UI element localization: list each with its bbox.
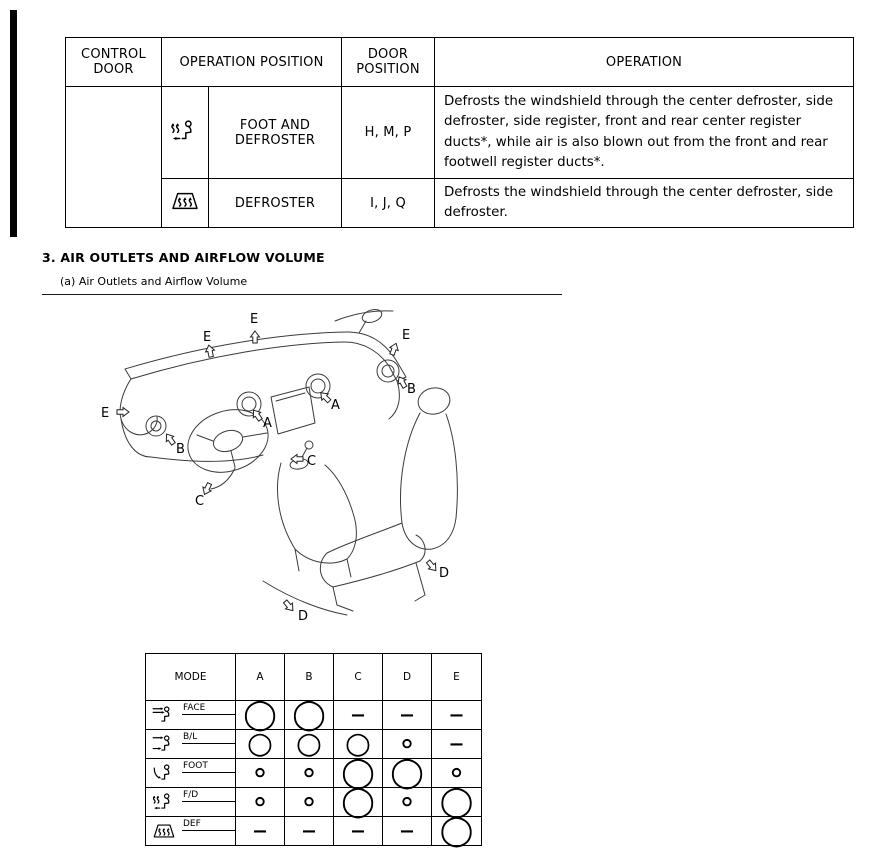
airflow-cell: ◯: [334, 759, 383, 788]
defroster-icon: [146, 817, 182, 845]
airflow-cell: ∘: [285, 788, 334, 817]
header-mode: MODE: [146, 654, 236, 701]
mode-cell: [146, 817, 236, 846]
airflow-cell: –: [383, 817, 432, 846]
airflow-cell: –: [334, 701, 383, 730]
airflow-cell: –: [334, 817, 383, 846]
mode-label: FACE: [182, 701, 235, 715]
control-door-empty-cell: [66, 87, 162, 228]
airflow-cell: ○: [334, 730, 383, 759]
flow-arrow: [388, 342, 401, 356]
table-row-defroster: [146, 817, 482, 846]
airflow-header-row: [146, 654, 482, 701]
face-icon: [146, 701, 182, 729]
outlet-label-b: B: [407, 382, 416, 397]
mode-icon-cell: [162, 179, 209, 228]
flow-arrow: [204, 344, 215, 358]
airflow-cell: ◯: [432, 788, 482, 817]
defroster-icon: [169, 189, 201, 213]
header-col-c: C: [334, 654, 383, 701]
flow-arrow: [291, 455, 303, 464]
mode-cell: [146, 730, 236, 759]
header-col-e: E: [432, 654, 482, 701]
table-row: [66, 87, 854, 179]
header-operation-position: OPERATION POSITION: [162, 38, 342, 87]
airflow-cell: ◯: [285, 701, 334, 730]
flow-arrow: [282, 599, 297, 614]
control-table-header-row: [66, 38, 854, 87]
airflow-cell: –: [236, 817, 285, 846]
airflow-cell: ○: [285, 730, 334, 759]
outlet-label-c: C: [307, 454, 317, 469]
foot-icon: [146, 759, 182, 787]
foot-defroster-icon: [146, 788, 182, 816]
mode-cell: [146, 701, 236, 730]
operation-description: Defrosts the windshield through the center defroster, side defroster, side register, front and rear center register ducts*, while air is also blown out from the front and rear footwell register ducts*.: [435, 87, 854, 179]
airflow-cell: ◯: [432, 817, 482, 846]
outlet-label-b: B: [176, 442, 185, 457]
header-control-door: CONTROL DOOR: [66, 38, 162, 87]
mode-icon-cell: [162, 87, 209, 179]
control-door-table: [65, 37, 854, 228]
header-col-d: D: [383, 654, 432, 701]
bilevel-icon: [146, 730, 182, 758]
operation-description: Defrosts the windshield through the center defroster, side defroster.: [435, 179, 854, 228]
airflow-cell: ∘: [236, 788, 285, 817]
airflow-volume-table: [145, 653, 482, 846]
flow-arrow: [117, 408, 129, 417]
airflow-cell: ◯: [383, 759, 432, 788]
mode-label: FOOT: [182, 759, 235, 773]
outlet-label-e: E: [101, 406, 110, 421]
position-name: DEFROSTER: [209, 179, 342, 228]
door-position-value: H, M, P: [342, 87, 435, 179]
airflow-cell: ∘: [236, 759, 285, 788]
outlet-label-e: E: [203, 330, 212, 345]
outlet-label-e: E: [402, 328, 411, 343]
airflow-cell: ∘: [432, 759, 482, 788]
foot-defroster-icon: [169, 119, 201, 143]
mode-cell: [146, 759, 236, 788]
outlet-labels: [101, 312, 449, 624]
mode-label: B/L: [182, 730, 235, 744]
airflow-cell: ◯: [334, 788, 383, 817]
header-col-a: A: [236, 654, 285, 701]
section-heading: 3. AIR OUTLETS AND AIRFLOW VOLUME: [42, 250, 325, 265]
mode-cell: [146, 788, 236, 817]
airflow-cell: –: [432, 701, 482, 730]
air-outlet-diagram: [85, 305, 555, 647]
header-door-position: DOOR POSITION: [342, 38, 435, 87]
outlet-label-d: D: [439, 566, 450, 581]
page-edge-bar: [10, 10, 17, 237]
outlet-label-a: A: [331, 398, 340, 413]
header-operation: OPERATION: [435, 38, 854, 87]
airflow-cell: –: [383, 701, 432, 730]
airflow-cell: ∘: [285, 759, 334, 788]
flow-arrow: [251, 331, 260, 343]
outlet-label-c: C: [195, 494, 205, 509]
airflow-cell: ∘: [383, 788, 432, 817]
airflow-cell: ○: [236, 730, 285, 759]
airflow-cell: –: [285, 817, 334, 846]
outlet-label-d: D: [298, 609, 309, 624]
flow-arrow: [163, 432, 177, 447]
outlet-label-e: E: [250, 312, 259, 327]
header-col-b: B: [285, 654, 334, 701]
door-position-value: I, J, Q: [342, 179, 435, 228]
car-interior-line-art: [120, 307, 457, 615]
airflow-cell: –: [432, 730, 482, 759]
position-name: FOOT AND DEFROSTER: [209, 87, 342, 179]
airflow-cell: ∘: [383, 730, 432, 759]
outlet-label-a: A: [263, 416, 272, 431]
mode-label: DEF: [182, 817, 235, 831]
table-row: [66, 179, 854, 228]
mode-label: F/D: [182, 788, 235, 802]
airflow-cell: ◯: [236, 701, 285, 730]
section-divider: [42, 294, 562, 295]
section-subheading: (a) Air Outlets and Airflow Volume: [60, 275, 248, 288]
flow-arrow: [425, 559, 440, 574]
